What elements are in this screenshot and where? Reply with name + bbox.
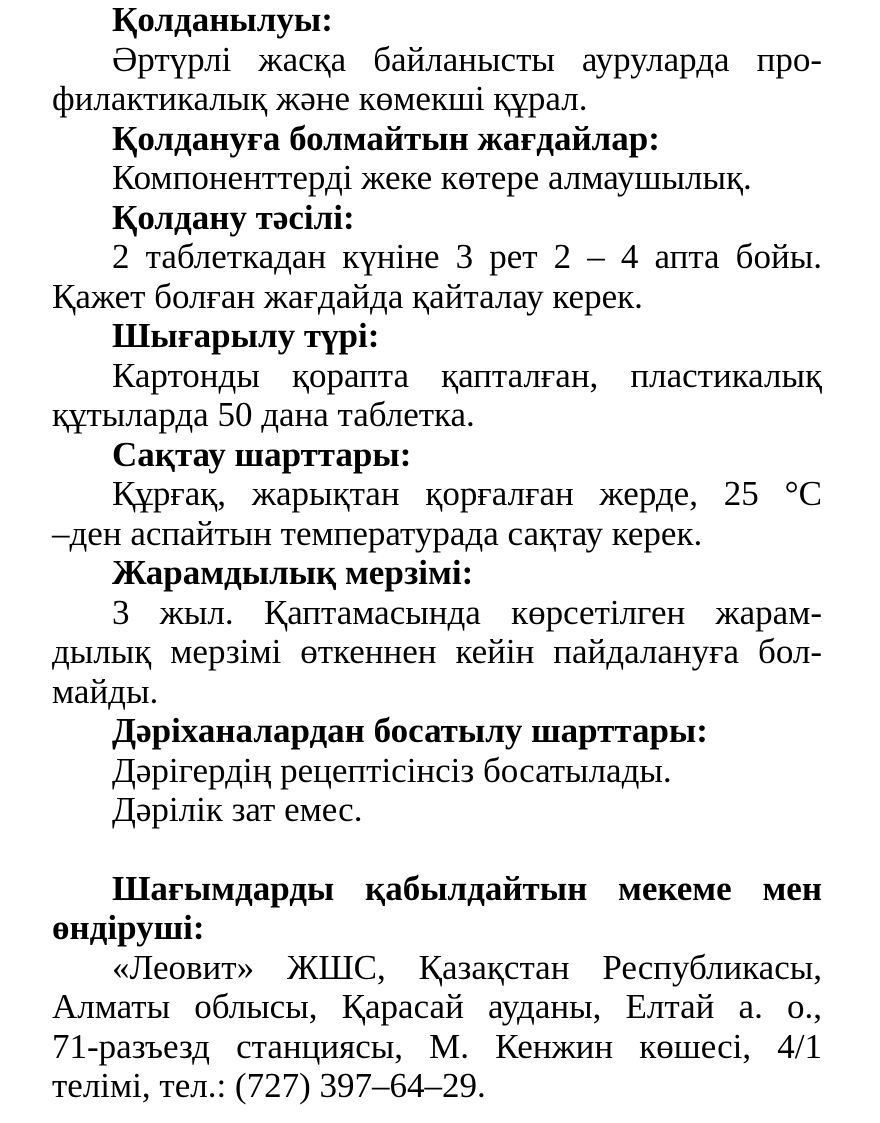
storage-text-line-1: Құрғақ, жарықтан қорғалған жерде, 25 °С [112,474,822,513]
shelf-life-text-line-1: 3 жыл. Қаптамасында көрсетілген жарам- [112,592,822,632]
storage-heading: Сақтау шарттары: [112,434,412,474]
manufacturer-heading-line-1: Шағымдарды қабылдайтын мекеме мен [112,868,822,908]
manufacturer-address-line-2: Алматы облысы, Қарасай ауданы, Елтай а. о., [52,987,822,1026]
contraindications-heading: Қолдануға болмайтын жағдайлар: [112,118,660,158]
form-heading: Шығарылу түрі: [112,316,380,355]
contraindications-text: Компоненттерді жеке көтере алмаушылық. [112,158,752,197]
dispensing-text-2: Дәрілік зат емес. [112,790,363,829]
dispensing-heading: Дәріханалардан босатылу шарттары: [112,711,708,750]
section-spacer [52,830,822,869]
manufacturer-address-line-1: «Леовит» ЖШС, Қазақстан Республикасы, [112,947,822,987]
shelf-life-text-line-2: дылық мерзімі өткеннен кейін пайдалануға бол- [52,632,822,671]
dosage-text-line-2: Қажет болған жағдайда қайталау керек. [52,276,643,316]
storage-text-line-2: –ден аспайтын температурада сақтау керек. [52,513,703,553]
leaflet-page [52,0,822,1106]
dosage-heading: Қолдану тәсілі: [112,197,355,237]
dispensing-text-1: Дәрігердің рецептісінсіз босатылады. [112,750,672,790]
usage-text-line-2: филактикалық және көмекші құрал. [52,79,588,118]
manufacturer-address-line-4: телімі, тел.: (727) 397–64–29. [52,1066,486,1105]
manufacturer-heading-line-2: өндіруші: [52,908,205,947]
form-text-line-2: құтыларда 50 дана таблетка. [52,395,475,434]
manufacturer-address-line-3: 71-разъезд станциясы, М. Кенжин көшесі, 4/1 [52,1026,822,1066]
shelf-life-heading: Жарамдылық мерзімі: [112,553,474,592]
usage-heading: Қолданылуы: [112,0,333,39]
form-text-line-1: Картонды қорапта қапталған, пластикалық [112,355,822,395]
shelf-life-text-line-3: майды. [52,671,159,711]
dosage-text-line-1: 2 таблеткадан күніне 3 рет 2 – 4 апта бойы. [112,237,822,276]
usage-text-line-1: Әртүрлі жасқа байланысты ауруларда про- [112,39,822,79]
